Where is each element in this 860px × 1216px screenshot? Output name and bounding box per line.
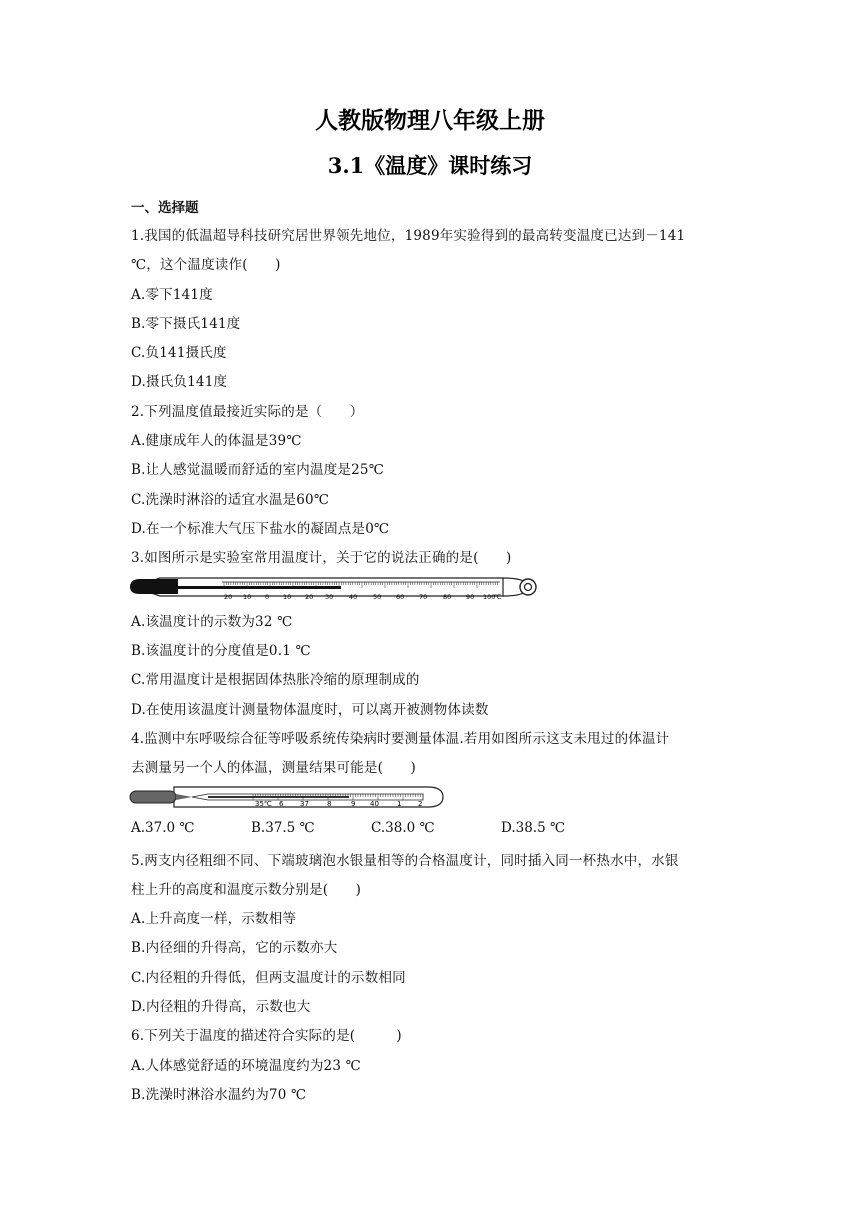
scale-label: 20 [305, 593, 314, 601]
question-6-stem: 6.下列关于温度的描述符合实际的是( ) [131, 1028, 402, 1044]
scale-label: 2 [418, 800, 423, 808]
scale-label: 9 [351, 800, 356, 808]
question-4-option-c: C.38.0 ℃ [371, 820, 435, 836]
question-1-option-c: C.负141摄氏度 [131, 345, 227, 361]
scale-label: ℃ [494, 593, 502, 601]
question-2-option-c: C.洗澡时淋浴的适宜水温是60℃ [131, 492, 330, 508]
question-4-stem: 4.监测中东呼吸综合征等呼吸系统传染病时要测量体温.若用如图所示这支未甩过的体温计 [131, 731, 670, 747]
scale-label: 90 [466, 593, 475, 601]
scale-label: 40 [370, 800, 379, 808]
question-1-stem-cont: ℃，这个温度读作( ) [131, 257, 281, 273]
scale-label: 70 [419, 593, 428, 601]
clinical-thermometer-figure [128, 784, 448, 812]
question-6-option-b: B.洗澡时淋浴水温约为70 ℃ [131, 1087, 307, 1103]
question-6-option-a: A.人体感觉舒适的环境温度约为23 ℃ [131, 1058, 361, 1074]
question-2-option-a: A.健康成年人的体温是39℃ [131, 433, 302, 449]
question-3-option-b: B.该温度计的分度值是0.1 ℃ [131, 643, 311, 659]
question-1-option-b: B.零下摄氏141度 [131, 316, 241, 332]
question-5-stem: 5.两支内径粗细不同、下端玻璃泡水银量相等的合格温度计，同时插入同一杯热水中，水银 [131, 853, 679, 869]
question-5-stem-cont: 柱上升的高度和温度示数分别是( ) [131, 882, 362, 898]
scale-label: 100 [483, 593, 496, 601]
page-title: 人教版物理八年级上册 [315, 107, 545, 134]
scale-label: 6 [279, 800, 284, 808]
question-3-option-d: D.在使用该温度计测量物体温度时，可以离开被测物体读数 [131, 702, 489, 718]
question-5-option-b: B.内径细的升得高，它的示数亦大 [131, 940, 338, 956]
question-5-option-d: D.内径粗的升得高，示数也大 [131, 999, 311, 1015]
question-2-stem: 2.下列温度值最接近实际的是（ ） [131, 404, 364, 420]
scale-label: 20 [224, 593, 233, 601]
question-4-option-b: B.37.5 ℃ [251, 820, 315, 836]
question-3-stem: 3.如图所示是实验室常用温度计，关于它的说法正确的是( ) [131, 550, 512, 566]
scale-label: 60 [396, 593, 405, 601]
question-5-option-c: C.内径粗的升得低，但两支温度计的示数相同 [131, 970, 406, 986]
scale-label: 1 [397, 800, 402, 808]
scale-label: 37 [300, 800, 309, 808]
scale-label: 50 [373, 593, 382, 601]
page-subtitle: 3.1《温度》课时练习 [327, 153, 533, 178]
scale-label: 10 [283, 593, 292, 601]
lab-thermometer-figure [128, 572, 542, 606]
scale-label: 40 [349, 593, 358, 601]
question-4-option-a: A.37.0 ℃ [131, 820, 195, 836]
scale-label: 8 [327, 800, 332, 808]
question-2-option-b: B.让人感觉温暖而舒适的室内温度是25℃ [131, 462, 384, 478]
question-5-option-a: A.上升高度一样，示数相等 [131, 911, 297, 927]
question-2-option-d: D.在一个标准大气压下盐水的凝固点是0℃ [131, 521, 390, 537]
scale-label: 10 [243, 593, 252, 601]
question-1-stem: 1.我国的低温超导科技研究居世界领先地位，1989年实验得到的最高转变温度已达到－141 [131, 228, 686, 244]
scale-label: 30 [325, 593, 334, 601]
question-4-option-d: D.38.5 ℃ [501, 820, 566, 836]
scale-label: 80 [443, 593, 452, 601]
question-3-option-c: C.常用温度计是根据固体热胀冷缩的原理制成的 [131, 672, 420, 688]
scale-label: 0 [265, 593, 270, 601]
question-4-stem-cont: 去测量另一个人的体温，测量结果可能是( ) [131, 760, 416, 776]
section-heading: 一、选择题 [131, 200, 199, 216]
scale-label: 35℃ [255, 800, 272, 808]
question-1-option-d: D.摄氏负141度 [131, 374, 228, 390]
question-3-option-a: A.该温度计的示数为32 ℃ [131, 614, 293, 630]
question-1-option-a: A.零下141度 [131, 287, 213, 303]
